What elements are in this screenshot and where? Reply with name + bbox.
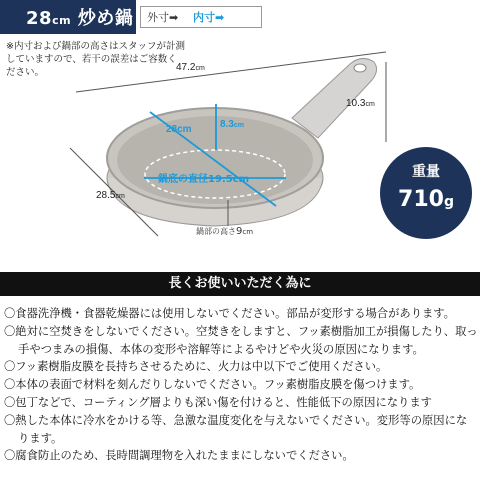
handle-hole [354,64,366,72]
depth-label: 8.3cm [220,119,245,130]
legend-outer: 外寸➡ [147,11,179,24]
pot-height-label: 鍋部の高さ9cm [196,226,254,237]
legend-inner: 内寸➡ [193,11,225,24]
base-diameter-label: 鍋底の直径19.5cm [158,174,250,185]
care-warnings-list [4,305,478,465]
list-item: 〇包丁などで、コーティング層よりも深い傷を付けると、性能低下の原因になります [4,395,432,409]
height-label: 10.3cm [346,98,375,109]
list-item: 〇食器洗浄機・食器乾燥器には使用しないでください。部品が変形する場合があります。 [4,307,455,320]
weight-label: 重量 [412,164,440,180]
measurement-note: ※内寸および鍋部の高さはスタッフが計測していますので、若干の誤差はご容数ください。 [6,41,185,78]
length-label: 47.2cm [176,62,205,73]
list-item: 〇熱した本体に冷水をかける等、急激な温度変化を与えないでください。変形等の原因になります。 [4,413,468,445]
weight-badge [380,147,472,239]
title-size: 28 [26,8,53,29]
list-item: 〇フッ素樹脂皮膜を長持ちさせるために、火力は中以下でご使用ください。 [4,360,388,374]
list-item: 〇絶対に空焚きをしないでください。空焚きをしますと、フッ素樹脂加工が損傷したり、取っ手やつまみの損傷、本体の変形や溶解等によるやけどや火災の原因になります。 [4,324,478,356]
width-label: 28.5cm [96,190,125,201]
title-size-unit: cm [52,14,72,27]
list-item: 〇本体の表面で材料を刻んだりしないでください。フッ素樹脂皮膜を傷つけます。 [4,378,421,392]
inner-diameter-label: 28cm [166,124,192,135]
title-name: 炒め鍋 [71,8,134,29]
section-title: 長くお使いいただく為に [0,272,480,296]
product-title [26,4,133,30]
weight-value: 710g [398,187,454,212]
dimension-legend [140,6,262,28]
list-item: 〇腐食防止のため、長時間調理物を入れたままにしないでください。 [4,449,354,463]
product-title-badge [0,0,136,34]
